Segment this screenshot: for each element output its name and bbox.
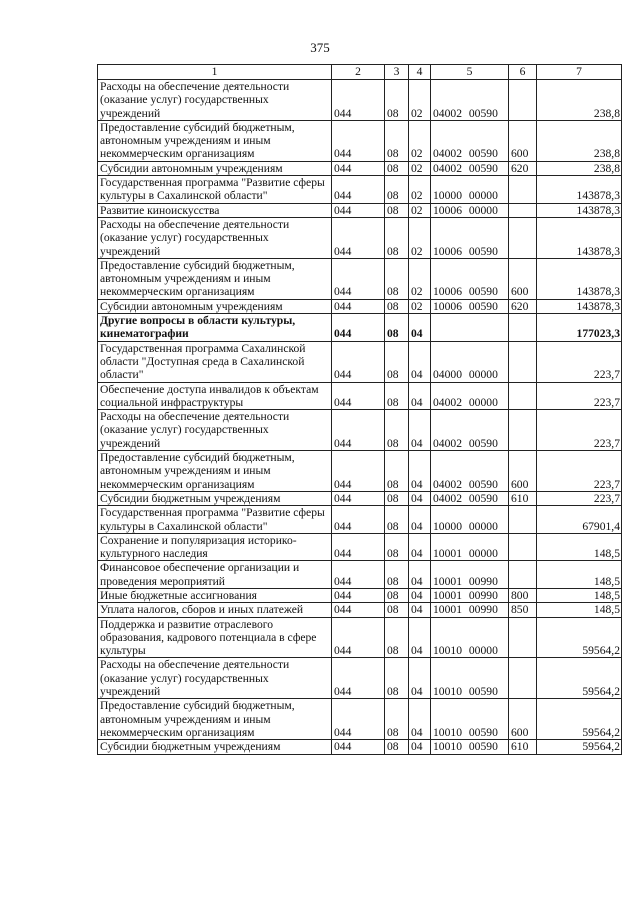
cell-pr: 04 — [409, 341, 431, 382]
cell-name: Субсидии автономным учреждениям — [98, 161, 332, 175]
cell-sum: 148,5 — [537, 588, 622, 602]
cell-vr — [509, 203, 537, 217]
cell-sum: 143878,3 — [537, 299, 622, 313]
table-row — [98, 299, 622, 313]
cell-vr — [509, 617, 537, 658]
table-row — [98, 588, 622, 602]
table-body — [98, 80, 622, 755]
table-row — [98, 603, 622, 617]
cell-rz: 08 — [385, 699, 409, 740]
cell-sum: 59564,2 — [537, 699, 622, 740]
header-row — [98, 65, 622, 80]
cell-ved: 044 — [332, 176, 385, 204]
table-row — [98, 258, 622, 299]
cell-rz: 08 — [385, 341, 409, 382]
cell-pr: 02 — [409, 258, 431, 299]
cell-vr — [509, 410, 537, 451]
cell-pr: 04 — [409, 699, 431, 740]
cell-name: Сохранение и популяризация историко-культурного наследия — [98, 533, 332, 561]
cell-name: Иные бюджетные ассигнования — [98, 588, 332, 602]
cell-ved: 044 — [332, 161, 385, 175]
cell-vr: 800 — [509, 588, 537, 602]
cell-csr: 04002 00000 — [431, 382, 509, 410]
cell-name: Расходы на обеспечение деятельности (оказание услуг) государственных учреждений — [98, 410, 332, 451]
cell-csr: 10001 00990 — [431, 603, 509, 617]
table-row — [98, 740, 622, 754]
cell-csr: 10000 00000 — [431, 176, 509, 204]
cell-rz: 08 — [385, 451, 409, 492]
cell-pr: 02 — [409, 120, 431, 161]
cell-ved: 044 — [332, 451, 385, 492]
cell-rz: 08 — [385, 382, 409, 410]
table-row — [98, 120, 622, 161]
cell-pr: 04 — [409, 491, 431, 505]
header-cell-sum: 7 — [537, 65, 622, 80]
cell-ved: 044 — [332, 561, 385, 589]
cell-csr: 10010 00000 — [431, 617, 509, 658]
cell-ved: 044 — [332, 299, 385, 313]
cell-pr: 04 — [409, 658, 431, 699]
cell-pr: 04 — [409, 533, 431, 561]
cell-csr: 10010 00590 — [431, 699, 509, 740]
table-row — [98, 699, 622, 740]
cell-ved: 044 — [332, 491, 385, 505]
cell-sum: 223,7 — [537, 491, 622, 505]
cell-vr — [509, 658, 537, 699]
cell-sum: 223,7 — [537, 382, 622, 410]
cell-name: Другие вопросы в области культуры, кинематографии — [98, 314, 332, 342]
cell-rz: 08 — [385, 533, 409, 561]
cell-rz: 08 — [385, 299, 409, 313]
cell-name: Государственная программа "Развитие сферы культуры в Сахалинской области" — [98, 506, 332, 534]
cell-rz: 08 — [385, 410, 409, 451]
cell-sum: 238,8 — [537, 80, 622, 121]
cell-rz: 08 — [385, 506, 409, 534]
cell-pr: 04 — [409, 588, 431, 602]
cell-vr: 610 — [509, 740, 537, 754]
cell-pr: 04 — [409, 382, 431, 410]
cell-name: Поддержка и развитие отраслевого образования, кадрового потенциала в сфере культуры — [98, 617, 332, 658]
cell-rz: 08 — [385, 603, 409, 617]
cell-csr: 10006 00590 — [431, 258, 509, 299]
cell-vr — [509, 217, 537, 258]
cell-name: Предоставление субсидий бюджетным, автономным учреждениям и иным некоммерческим организациям — [98, 699, 332, 740]
cell-pr: 02 — [409, 203, 431, 217]
cell-rz: 08 — [385, 588, 409, 602]
cell-name: Государственная программа Сахалинской области "Доступная среда в Сахалинской области" — [98, 341, 332, 382]
cell-rz: 08 — [385, 120, 409, 161]
cell-csr: 10010 00590 — [431, 658, 509, 699]
cell-name: Государственная программа "Развитие сферы культуры в Сахалинской области" — [98, 176, 332, 204]
table-row — [98, 491, 622, 505]
cell-vr: 600 — [509, 451, 537, 492]
cell-name: Предоставление субсидий бюджетным, автономным учреждениям и иным некоммерческим организациям — [98, 120, 332, 161]
cell-vr: 620 — [509, 161, 537, 175]
cell-vr: 600 — [509, 258, 537, 299]
header-cell-csr: 5 — [431, 65, 509, 80]
cell-vr — [509, 533, 537, 561]
cell-sum: 148,5 — [537, 561, 622, 589]
cell-pr: 04 — [409, 314, 431, 342]
cell-csr: 10000 00000 — [431, 506, 509, 534]
cell-pr: 04 — [409, 617, 431, 658]
table-row — [98, 382, 622, 410]
table-row — [98, 80, 622, 121]
cell-ved: 044 — [332, 341, 385, 382]
table-row — [98, 341, 622, 382]
cell-pr: 02 — [409, 80, 431, 121]
table-row — [98, 451, 622, 492]
cell-pr: 04 — [409, 506, 431, 534]
cell-ved: 044 — [332, 203, 385, 217]
cell-ved: 044 — [332, 120, 385, 161]
cell-vr — [509, 176, 537, 204]
cell-pr: 02 — [409, 176, 431, 204]
cell-name: Предоставление субсидий бюджетным, автономным учреждениям и иным некоммерческим организациям — [98, 258, 332, 299]
header-cell-pr: 4 — [409, 65, 431, 80]
cell-sum: 67901,4 — [537, 506, 622, 534]
table-row — [98, 161, 622, 175]
cell-sum: 59564,2 — [537, 617, 622, 658]
cell-csr: 04002 00590 — [431, 80, 509, 121]
cell-vr: 600 — [509, 120, 537, 161]
header-cell-rz: 3 — [385, 65, 409, 80]
cell-name: Предоставление субсидий бюджетным, автономным учреждениям и иным некоммерческим организациям — [98, 451, 332, 492]
cell-ved: 044 — [332, 382, 385, 410]
cell-vr: 610 — [509, 491, 537, 505]
cell-name: Субсидии бюджетным учреждениям — [98, 740, 332, 754]
cell-csr: 10006 00590 — [431, 299, 509, 313]
table-row — [98, 617, 622, 658]
cell-csr: 10010 00590 — [431, 740, 509, 754]
table-row — [98, 506, 622, 534]
cell-csr: 04002 00590 — [431, 161, 509, 175]
cell-ved: 044 — [332, 740, 385, 754]
cell-name: Расходы на обеспечение деятельности (оказание услуг) государственных учреждений — [98, 80, 332, 121]
cell-pr: 02 — [409, 299, 431, 313]
cell-name: Обеспечение доступа инвалидов к объектам социальной инфраструктуры — [98, 382, 332, 410]
cell-sum: 223,7 — [537, 451, 622, 492]
cell-name: Субсидии автономным учреждениям — [98, 299, 332, 313]
cell-rz: 08 — [385, 258, 409, 299]
cell-rz: 08 — [385, 561, 409, 589]
cell-name: Финансовое обеспечение организации и проведения мероприятий — [98, 561, 332, 589]
cell-csr — [431, 314, 509, 342]
cell-csr: 04002 00590 — [431, 451, 509, 492]
cell-rz: 08 — [385, 314, 409, 342]
cell-sum: 238,8 — [537, 161, 622, 175]
cell-ved: 044 — [332, 258, 385, 299]
cell-pr: 04 — [409, 603, 431, 617]
cell-ved: 044 — [332, 217, 385, 258]
cell-sum: 59564,2 — [537, 740, 622, 754]
cell-csr: 10001 00990 — [431, 588, 509, 602]
cell-rz: 08 — [385, 203, 409, 217]
cell-vr: 620 — [509, 299, 537, 313]
page-number: 375 — [310, 40, 330, 55]
cell-rz: 08 — [385, 740, 409, 754]
cell-rz: 08 — [385, 80, 409, 121]
cell-sum: 143878,3 — [537, 217, 622, 258]
cell-sum: 143878,3 — [537, 258, 622, 299]
cell-pr: 02 — [409, 217, 431, 258]
table-row — [98, 217, 622, 258]
table-row — [98, 561, 622, 589]
cell-name: Развитие киноискусства — [98, 203, 332, 217]
cell-rz: 08 — [385, 161, 409, 175]
cell-vr — [509, 561, 537, 589]
cell-csr: 04002 00590 — [431, 410, 509, 451]
table-row — [98, 314, 622, 342]
cell-vr — [509, 506, 537, 534]
table-row — [98, 658, 622, 699]
cell-ved: 044 — [332, 603, 385, 617]
cell-ved: 044 — [332, 699, 385, 740]
cell-ved: 044 — [332, 617, 385, 658]
cell-ved: 044 — [332, 506, 385, 534]
cell-csr: 10006 00590 — [431, 217, 509, 258]
cell-rz: 08 — [385, 217, 409, 258]
cell-csr: 04002 00590 — [431, 491, 509, 505]
cell-vr — [509, 341, 537, 382]
header-cell-vr: 6 — [509, 65, 537, 80]
cell-pr: 04 — [409, 561, 431, 589]
table-row — [98, 176, 622, 204]
cell-name: Уплата налогов, сборов и иных платежей — [98, 603, 332, 617]
cell-vr — [509, 80, 537, 121]
table-row — [98, 533, 622, 561]
cell-sum: 148,5 — [537, 533, 622, 561]
cell-rz: 08 — [385, 491, 409, 505]
cell-sum: 143878,3 — [537, 176, 622, 204]
cell-csr: 10001 00990 — [431, 561, 509, 589]
cell-csr: 10001 00000 — [431, 533, 509, 561]
cell-sum: 177023,3 — [537, 314, 622, 342]
cell-csr: 04002 00590 — [431, 120, 509, 161]
table-row — [98, 203, 622, 217]
cell-sum: 59564,2 — [537, 658, 622, 699]
cell-vr: 850 — [509, 603, 537, 617]
cell-name: Расходы на обеспечение деятельности (оказание услуг) государственных учреждений — [98, 658, 332, 699]
cell-pr: 02 — [409, 161, 431, 175]
cell-sum: 238,8 — [537, 120, 622, 161]
cell-name: Субсидии бюджетным учреждениям — [98, 491, 332, 505]
cell-ved: 044 — [332, 410, 385, 451]
cell-pr: 04 — [409, 740, 431, 754]
cell-csr: 10006 00000 — [431, 203, 509, 217]
cell-pr: 04 — [409, 451, 431, 492]
cell-sum: 148,5 — [537, 603, 622, 617]
cell-rz: 08 — [385, 658, 409, 699]
budget-table — [97, 64, 622, 755]
cell-csr: 04000 00000 — [431, 341, 509, 382]
header-cell-ved: 2 — [332, 65, 385, 80]
cell-sum: 223,7 — [537, 410, 622, 451]
cell-ved: 044 — [332, 314, 385, 342]
cell-rz: 08 — [385, 617, 409, 658]
cell-ved: 044 — [332, 588, 385, 602]
cell-ved: 044 — [332, 80, 385, 121]
cell-sum: 143878,3 — [537, 203, 622, 217]
cell-vr — [509, 382, 537, 410]
cell-ved: 044 — [332, 533, 385, 561]
header-cell-name: 1 — [98, 65, 332, 80]
cell-vr: 600 — [509, 699, 537, 740]
table-row — [98, 410, 622, 451]
cell-pr: 04 — [409, 410, 431, 451]
cell-name: Расходы на обеспечение деятельности (оказание услуг) государственных учреждений — [98, 217, 332, 258]
cell-rz: 08 — [385, 176, 409, 204]
cell-vr — [509, 314, 537, 342]
cell-sum: 223,7 — [537, 341, 622, 382]
cell-ved: 044 — [332, 658, 385, 699]
